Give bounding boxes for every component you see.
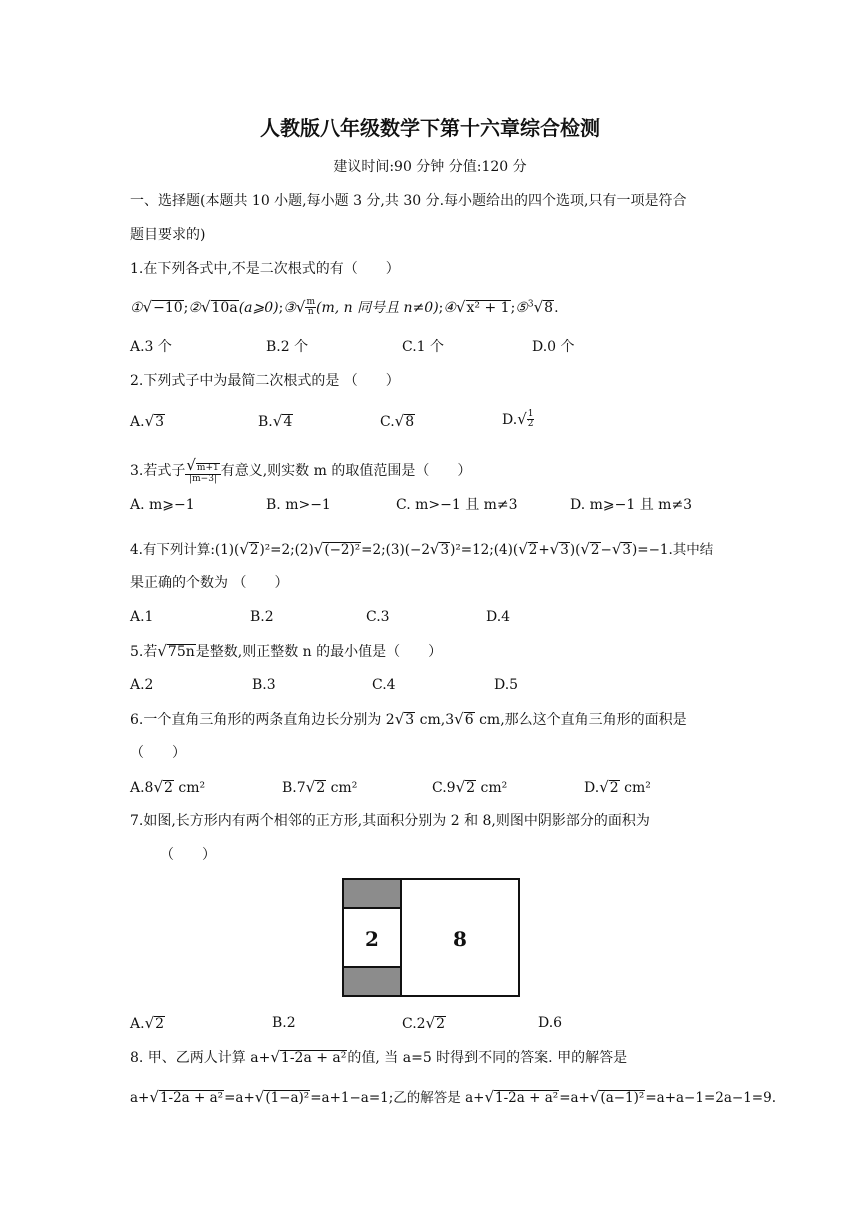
q8-radicand-2: 1-2a + a² [159,1090,224,1106]
q3-option-d: D. m⩾−1 且 m≠3 [570,497,693,513]
question-1-items: ①√−10;②√10a(a⩾0);③√ $\frac{m}{n}$ (m, n 同号且 n≠0);④√x² + 1;⑤$^3$√8. [130,297,559,318]
q4-option-c: C.3 [366,609,390,625]
q7-figure-svg [342,878,522,998]
q2-a-radicand: 3 [155,414,165,430]
q6-option-c: C.9√2 cm² [432,778,508,796]
big-square-label: 8 [453,927,467,951]
q6-d-radicand: 2 [609,780,619,796]
q5-option-d: D.5 [494,677,519,693]
q4-part-b: )²=2;(2) [259,542,314,558]
q4-option-b: B.2 [250,609,274,625]
q4-root3c: 3 [622,542,631,558]
q6-part-c: cm,那么这个直角三角形的面积是 [474,712,687,728]
q4-root-neg2sq: (−2)² [324,542,361,558]
section-heading-line2: 题目要求的) [130,227,206,243]
q8-line2-c: =a+1−a=1;乙的解答是 a+ [310,1090,485,1106]
q2-option-c: C.√8 [380,412,415,430]
q6-c-prefix: C.9 [432,780,456,796]
q4-root2c: 2 [590,542,600,558]
q6-d-prefix: D. [584,780,600,796]
q8-part-a: 8. 甲、乙两人计算 a+ [130,1050,271,1066]
question-2-stem: 2.下列式子中为最简二次根式的是 （ ） [130,373,400,389]
q1-item5-index: 3 [527,299,534,310]
q1-item2-radicand: 10a [211,299,238,316]
q6-b-radicand: 2 [316,780,326,796]
q8-line2-d: =a+ [559,1090,590,1106]
q2-c-radicand: 8 [405,414,415,430]
q7-c-prefix: C.2 [402,1016,426,1032]
q2-option-b: B.√4 [258,412,293,430]
q5-option-a: A.2 [130,677,154,693]
page-subtitle: 建议时间:90 分钟 分值:120 分 [333,159,527,175]
q1-sep3: ; [438,299,444,316]
question-5-stem: 5.若√75n是整数,则正整数 n 的最小值是（ ） [130,642,443,660]
q1-sep2: ; [278,299,284,316]
q7-figure [342,878,522,1002]
q7-c-radicand: 2 [436,1016,446,1032]
q3-numerator: m+1 [196,463,219,473]
shaded-region-bottom [343,967,401,996]
q4-mid: )( [569,542,581,558]
q7-a-radicand: 2 [155,1016,165,1032]
q3-stem-suffix: 有意义,则实数 m 的取值范围是（ ） [220,463,472,480]
q2-d-denominator: 2 [527,419,534,430]
q5-option-b: B.3 [252,677,276,693]
q6-b-unit: cm² [326,780,358,796]
q6-d-unit: cm² [619,780,651,796]
question-6-line1: 6.一个直角三角形的两条直角边长分别为 2√3 cm,3√6 cm,那么这个直角三角形的面积是 [130,710,687,728]
q1-item5-prefix: ⑤ [515,299,528,316]
q1-item1-radicand: −10 [153,299,183,316]
q4-part-e: )=−1.其中结 [631,542,714,558]
q6-a-unit: cm² [173,780,206,796]
q6-option-a: A.8√2 cm² [130,778,206,796]
q3-fraction: $\frac{√m+1}{|m-3|}$ [186,456,219,484]
question-6-line2: （ ） [130,745,186,761]
q8-part-b: 的值, 当 a=5 时得到不同的答案. 甲的解答是 [347,1050,628,1066]
q4-root2: 2 [249,542,259,558]
q2-c-prefix: C. [380,414,395,430]
q2-option-a: A.√3 [130,412,165,430]
q6-option-b: B.7√2 cm² [282,778,358,796]
q2-b-radicand: 4 [283,414,293,430]
q8-line2-e: =a+a−1=2a−1=9. [645,1090,776,1106]
question-4-line1: 4.有下列计算:(1)(√2)²=2;(2)√(−2)²=2;(3)(−2√3)²=12;(4)(√2+√3)(√2−√3)=−1.其中结 [130,540,714,558]
q7-option-b: B.2 [272,1015,296,1031]
q8-radicand-am1: (a−1)² [600,1090,645,1106]
q1-item3-condition: (m, n 同号且 n≠0) [316,299,439,316]
q8-line2-a: a+ [130,1090,150,1106]
q1-sep4: ; [510,299,516,316]
q1-item4-radicand: x² + 1 [466,299,510,316]
q3-stem-prefix: 3.若式子 [130,463,186,480]
question-1-stem: 1.在下列各式中,不是二次根式的有（ ） [130,261,400,277]
q1-item3-prefix: ③ [283,299,296,316]
q1-item5-radicand: 8 [544,299,554,316]
q6-c-unit: cm² [476,780,508,796]
q3-option-a: A. m⩾−1 [130,497,195,513]
q6-option-d: D.√2 cm² [584,778,651,796]
q2-d-prefix: D. [502,411,518,428]
q1-item1-prefix: ① [130,299,143,316]
q1-item3-fraction [305,298,316,318]
q1-option-b: B.2 个 [266,339,309,355]
q6-part-b: cm,3 [415,712,455,728]
question-7-line1: 7.如图,长方形内有两个相邻的正方形,其面积分别为 2 和 8,则图中阴影部分的面积为 [130,813,650,829]
question-3-stem [130,458,471,484]
q6-a-prefix: A.8 [130,780,154,796]
q1-item2-prefix: ② [188,299,201,316]
q2-d-numerator: 1 [527,409,534,419]
q1-sep1: ; [183,299,189,316]
q2-d-fraction [527,410,535,430]
q4-part-a: 4.有下列计算:(1)( [130,542,240,558]
q4-root2b: 2 [528,542,538,558]
q1-item3-numerator: m [306,297,315,307]
page-title: 人教版八年级数学下第十六章综合检测 [260,116,600,140]
shaded-region-top [343,879,401,908]
q4-option-d: D.4 [486,609,511,625]
question-8-line1: 8. 甲、乙两人计算 a+√1-2a + a²的值, 当 a=5 时得到不同的答案. 甲的解答是 [130,1048,628,1066]
q5-stem-prefix: 5.若 [130,644,158,660]
q2-a-prefix: A. [130,414,145,430]
q7-option-a: A.√2 [130,1014,165,1032]
q1-option-d: D.0 个 [532,339,575,355]
small-square-label: 2 [365,927,379,951]
q1-option-a: A.3 个 [130,339,172,355]
q1-end: . [554,299,559,316]
q7-option-c: C.2√2 [402,1014,446,1032]
q3-denominator: |m−3| [189,473,217,484]
q5-radicand: 75n [167,644,195,660]
q7-option-d: D.6 [538,1015,563,1031]
q6-c-radicand: 2 [466,780,476,796]
q8-radicand-3: 1-2a + a² [495,1090,559,1106]
q4-root3: 3 [440,542,450,558]
q4-minus: − [600,542,612,558]
q4-part-d: )²=12;(4)( [450,542,519,558]
q7-a-prefix: A. [130,1016,145,1032]
q8-line2-b: =a+ [224,1090,255,1106]
q3-option-c: C. m>−1 且 m≠3 [396,497,518,513]
q6-b-prefix: B.7 [282,780,306,796]
q4-root3b: 3 [560,542,569,558]
q4-plus: + [538,542,550,558]
q1-item3-denominator: n [307,307,314,318]
q2-b-prefix: B. [258,414,273,430]
q6-root1: 3 [405,712,415,728]
q5-stem-suffix: 是整数,则正整数 n 的最小值是（ ） [195,644,443,660]
q6-part-a: 6.一个直角三角形的两条直角边长分别为 2 [130,712,395,728]
q3-option-b: B. m>−1 [266,497,331,513]
q6-root2: 6 [464,712,474,728]
q2-option-d: D.√ $\frac{1}{2}$ [502,409,534,430]
q4-part-c: =2;(3)(−2 [361,542,430,558]
section-heading-line1: 一、选择题(本题共 10 小题,每小题 3 分,共 30 分.每小题给出的四个选项,只有一项是符合 [130,193,687,209]
q5-option-c: C.4 [372,677,396,693]
q4-option-a: A.1 [130,609,154,625]
q6-a-radicand: 2 [164,780,173,796]
q1-option-c: C.1 个 [402,339,445,355]
q1-item4-prefix: ④ [443,299,456,316]
q8-radicand-1: 1-2a + a² [280,1050,347,1066]
question-4-line2: 果正确的个数为 （ ） [130,575,289,591]
q8-radicand-1ma: (1−a)² [265,1090,310,1106]
question-7-line2: （ ） [160,847,216,863]
q1-item2-condition: (a⩾0) [238,299,279,316]
question-8-line2: a+√1-2a + a²=a+√(1−a)²=a+1−a=1;乙的解答是 a+√1-2a + a²=a+√(a−1)²=a+a−1=2a−1=9. [130,1088,776,1106]
